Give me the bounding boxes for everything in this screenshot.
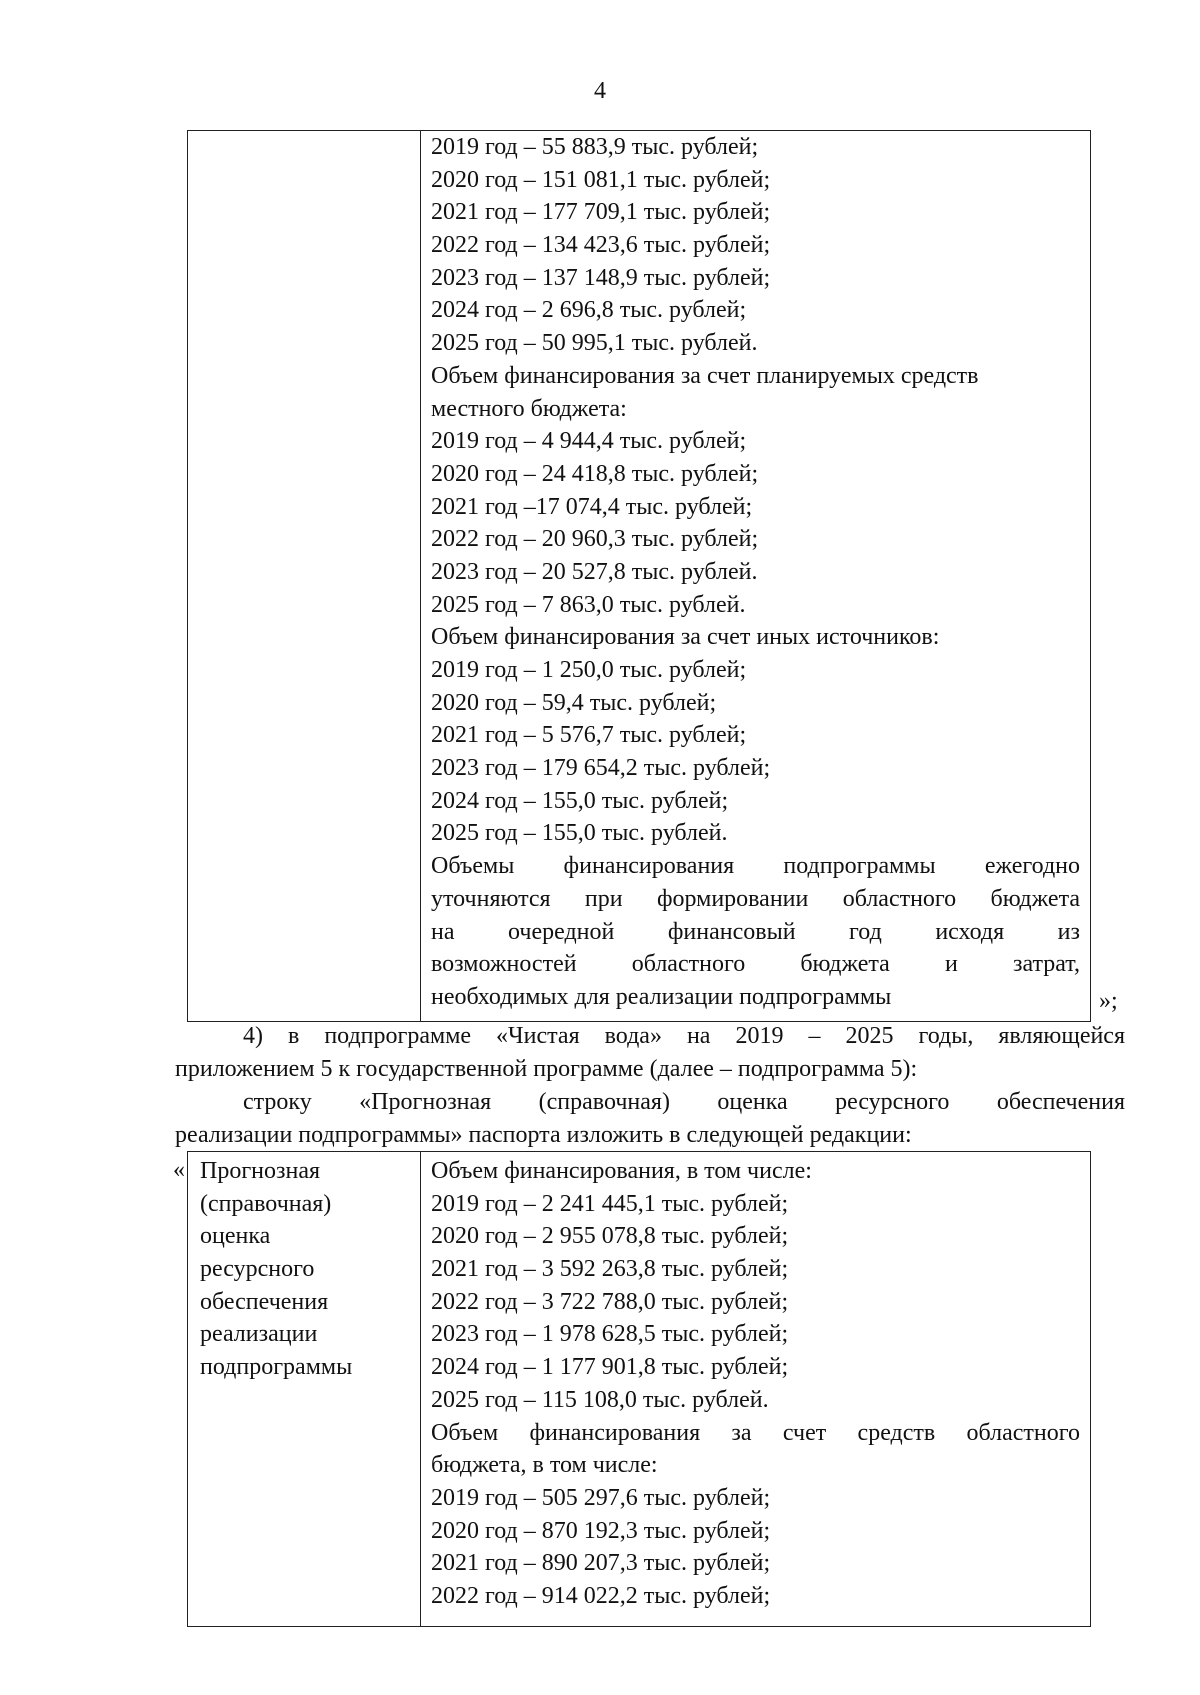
table1-left-cell	[188, 131, 421, 1021]
paragraph-passport-row	[175, 1086, 1125, 1151]
passport-row-table	[187, 1151, 1091, 1627]
table1-line: 2022 год – 134 423,6 тыс. рублей;	[431, 232, 771, 259]
paragraph-subprogram-5	[175, 1020, 1125, 1085]
financing-note-line: возможностей областного бюджета и затрат,	[431, 951, 1080, 978]
opening-quote: «	[173, 1154, 187, 1186]
other-sources-line: 2024 год – 155,0 тыс. рублей;	[431, 787, 729, 814]
row-title-line: обеспечения	[200, 1288, 329, 1315]
local-budget-heading: Объем финансирования за счет планируемых средств	[431, 362, 979, 389]
total-financing-line: 2021 год – 3 592 263,8 тыс. рублей;	[431, 1256, 789, 1283]
local-budget-line: 2020 год – 24 418,8 тыс. рублей;	[431, 460, 759, 487]
financing-note-line: уточняются при формировании областного бюджета	[431, 885, 1080, 912]
table1-line: 2020 год – 151 081,1 тыс. рублей;	[431, 166, 771, 193]
other-sources-line: 2019 год – 1 250,0 тыс. рублей;	[431, 657, 747, 683]
other-sources-heading: Объем финансирования за счет иных источников:	[431, 624, 940, 651]
other-sources-line: 2020 год – 59,4 тыс. рублей;	[431, 689, 717, 716]
regional-budget-line: 2021 год – 890 207,3 тыс. рублей;	[431, 1550, 771, 1577]
local-budget-line: 2022 год – 20 960,3 тыс. рублей;	[431, 526, 759, 553]
other-sources-line: 2021 год – 5 576,7 тыс. рублей;	[431, 722, 747, 749]
total-financing-line: 2023 год – 1 978 628,5 тыс. рублей;	[431, 1321, 789, 1348]
table1-line: 2024 год – 2 696,8 тыс. рублей;	[431, 297, 747, 324]
row-title-line: реализации	[200, 1321, 318, 1348]
local-budget-line: 2025 год – 7 863,0 тыс. рублей.	[431, 591, 746, 618]
total-financing-heading: Объем финансирования, в том числе:	[431, 1158, 812, 1184]
total-financing-line: 2019 год – 2 241 445,1 тыс. рублей;	[431, 1190, 789, 1217]
row-title-line: Прогнозная	[200, 1158, 321, 1184]
table2-right-cell	[421, 1152, 1090, 1626]
row-title-line: подпрограммы	[200, 1354, 353, 1381]
paragraph-line: приложением 5 к государственной программе (далее – подпрограмма 5):	[175, 1055, 918, 1082]
regional-budget-line: 2022 год – 914 022,2 тыс. рублей;	[431, 1582, 771, 1609]
table2-left-cell	[188, 1152, 421, 1626]
paragraph-line: строку «Прогнозная (справочная) оценка ресурсного обеспечения	[243, 1089, 1125, 1115]
paragraph-line: реализации подпрограммы» паспорта изложить в следующей редакции:	[175, 1121, 912, 1148]
table1-line: 2023 год – 137 148,9 тыс. рублей;	[431, 264, 771, 291]
other-sources-line: 2025 год – 155,0 тыс. рублей.	[431, 820, 728, 847]
table1-right-cell	[421, 131, 1090, 1021]
financing-table-continued	[187, 130, 1091, 1022]
financing-note-line: на очередной финансовый год исходя из	[431, 918, 1080, 945]
row-title-line: ресурсного	[200, 1256, 315, 1283]
regional-budget-line: 2019 год – 505 297,6 тыс. рублей;	[431, 1484, 771, 1511]
total-financing-line: 2022 год – 3 722 788,0 тыс. рублей;	[431, 1288, 789, 1315]
page-number: 4	[594, 78, 606, 104]
table1-line: 2021 год – 177 709,1 тыс. рублей;	[431, 199, 771, 226]
local-budget-line: 2023 год – 20 527,8 тыс. рублей.	[431, 558, 758, 585]
paragraph-line: 4) в подпрограмме «Чистая вода» на 2019 – 2025 годы, являющейся	[243, 1023, 1125, 1049]
regional-budget-heading: бюджета, в том числе:	[431, 1452, 658, 1479]
total-financing-line: 2020 год – 2 955 078,8 тыс. рублей;	[431, 1223, 789, 1250]
financing-note-line: необходимых для реализации подпрограммы	[431, 983, 892, 1010]
other-sources-line: 2023 год – 179 654,2 тыс. рублей;	[431, 755, 771, 782]
table1-line: 2025 год – 50 995,1 тыс. рублей.	[431, 330, 758, 357]
row-title-line: (справочная)	[200, 1190, 332, 1217]
total-financing-line: 2025 год – 115 108,0 тыс. рублей.	[431, 1386, 769, 1413]
total-financing-line: 2024 год – 1 177 901,8 тыс. рублей;	[431, 1354, 789, 1381]
local-budget-heading: местного бюджета:	[431, 395, 627, 422]
local-budget-line: 2021 год –17 074,4 тыс. рублей;	[431, 493, 753, 520]
regional-budget-line: 2020 год – 870 192,3 тыс. рублей;	[431, 1517, 771, 1544]
table1-line: 2019 год – 55 883,9 тыс. рублей;	[431, 134, 759, 160]
financing-note-line: Объемы финансирования подпрограммы ежегодно	[431, 853, 1080, 880]
regional-budget-heading: Объем финансирования за счет средств областного	[431, 1419, 1080, 1446]
local-budget-line: 2019 год – 4 944,4 тыс. рублей;	[431, 428, 747, 455]
closing-quote: »;	[1099, 988, 1118, 1014]
row-title-line: оценка	[200, 1223, 271, 1250]
